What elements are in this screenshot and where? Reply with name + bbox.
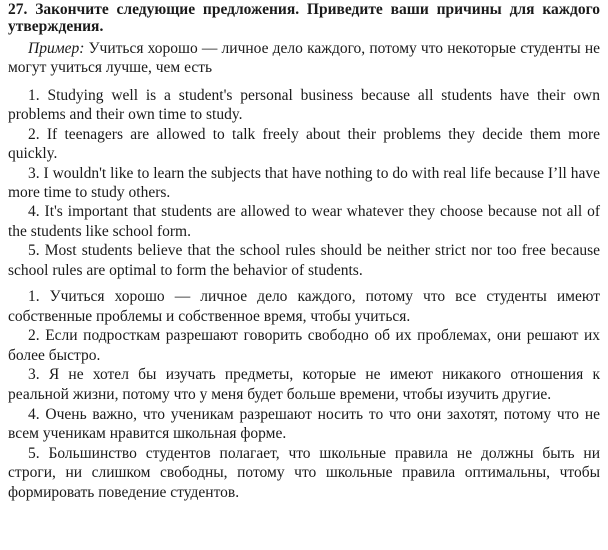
russian-answer-5: 5. Большинство студентов полагает, что школьные правила не должны быть ни строги, ни слишком свободны, потому что школьные правила оптимальны, чтобы формировать поведение студентов. [8,444,600,501]
english-answer-5: 5. Most students believe that the school rules should be neither strict nor too free because school rules are optimal to form the behavior of students. [8,242,600,279]
russian-answer-3: 3. Я не хотел бы изучать предметы, которые не имеют никакого отношения к реальной жизни, потому что у меня будет больше времени, чтобы изучить другие. [8,366,600,404]
russian-answers [8,287,600,503]
russian-answer-4: 4. Очень важно, что ученикам разрешают носить то что они захотят, потому что не всем ученикам нравится школьная форме. [8,405,600,443]
example-paragraph [8,39,600,77]
exercise-heading: 27. Закончите следующие предложения. Приведите ваши причины для каждого утверждения. [8,1,600,35]
english-answer-2: 2. If teenagers are allowed to talk freely about their problems they decide them more quickly. [8,125,600,163]
document-page [0,1,608,550]
russian-answer-1: 1. Учиться хорошо — личное дело каждого, потому что все студенты имеют собственные проблемы и собственное время, чтобы учиться. [8,288,600,325]
english-answer-4: 4. It's important that students are allowed to wear whatever they choose because not all of the students like school form. [8,203,600,240]
example-text: Учиться хорошо — личное дело каждого, потому что некоторые студенты не могут учиться лучше, чем есть [8,40,600,76]
russian-answer-2: 2. Если подросткам разрешают говорить свободно об их проблемах, они решают их более быстро. [8,327,600,364]
english-answer-1: 1. Studying well is a student's personal business because all students have their own problems and their own time to study. [8,87,600,124]
example-label: Пример: [28,40,85,57]
english-answers [8,86,600,280]
english-answer-3: 3. I wouldn't like to learn the subjects that have nothing to do with real life because I’ll have more time to study others. [8,164,600,202]
